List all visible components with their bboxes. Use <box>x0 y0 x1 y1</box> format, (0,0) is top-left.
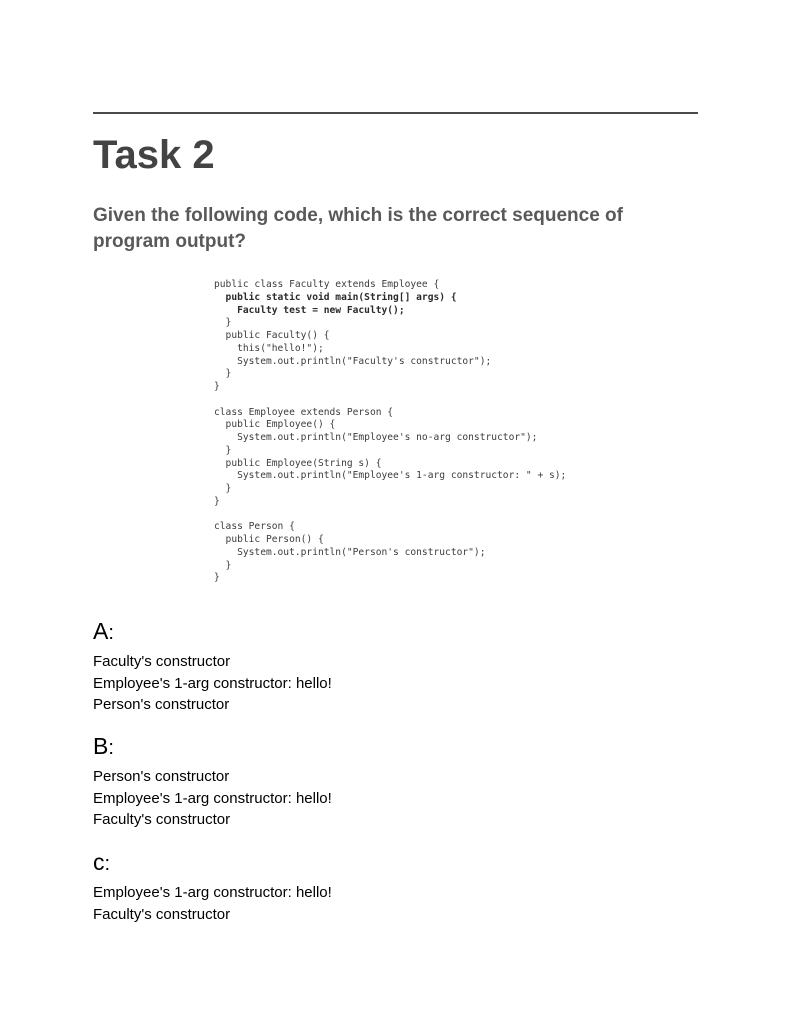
option-a-line: Person's constructor <box>93 696 230 713</box>
code-line: System.out.println("Faculty's constructor"); <box>214 355 492 367</box>
option-b <box>93 733 332 831</box>
option-c-heading <box>93 849 332 877</box>
code-line: public static void main(String[] args) { <box>214 291 457 303</box>
code-line: } <box>214 495 220 507</box>
code-line: } <box>214 368 232 380</box>
code-line: public Person() { <box>214 534 324 545</box>
option-c-lines <box>93 882 332 925</box>
code-line: this("hello!"); <box>214 342 324 354</box>
code-line: class Employee extends Person { <box>214 406 394 418</box>
code-line: } <box>214 483 232 494</box>
option-b-heading <box>93 733 332 761</box>
code-line: public Faculty() { <box>214 330 330 341</box>
option-c-line: Faculty's constructor <box>93 905 231 923</box>
code-line: } <box>214 444 232 456</box>
code-line: } <box>214 572 220 584</box>
option-b-line: Employee's 1-arg constructor: hello! <box>93 789 332 807</box>
option-a-line: Faculty's constructor <box>93 653 231 670</box>
code-line <box>214 509 566 522</box>
option-b-line: Faculty's constructor <box>93 811 231 828</box>
code-line: class Person { <box>214 521 295 533</box>
option-a <box>93 618 332 716</box>
option-c-line: Employee's 1-arg constructor: hello! <box>93 884 332 901</box>
option-c-label: c <box>93 849 105 875</box>
question-text: Given the following code, which is the correct sequence of program output? <box>93 205 623 252</box>
option-a-lines <box>93 651 332 716</box>
option-b-lines <box>93 766 332 831</box>
option-a-label: A <box>93 618 109 644</box>
code-line: public Employee(String s) { <box>214 457 382 469</box>
option-b-line: Person's constructor <box>93 768 230 785</box>
code-line: public Employee() { <box>214 419 336 431</box>
option-a-colon: : <box>108 622 114 644</box>
code-snippet <box>214 279 566 585</box>
code-line: System.out.println("Employee's 1-arg constructor: " + s); <box>214 470 567 482</box>
option-a-line: Employee's 1-arg constructor: hello! <box>93 674 332 692</box>
code-line <box>214 394 566 407</box>
code-line: System.out.println("Person's constructor"); <box>214 546 486 558</box>
code-line: Faculty test = new Faculty(); <box>214 304 405 316</box>
code-line: } <box>214 381 220 392</box>
horizontal-rule <box>93 112 698 114</box>
code-line: } <box>214 317 232 329</box>
option-b-colon: : <box>108 737 114 759</box>
option-c-colon: : <box>104 853 111 875</box>
option-b-label: B <box>93 733 109 759</box>
code-line: System.out.println("Employee's no-arg constructor"); <box>214 432 538 443</box>
option-c <box>93 849 332 925</box>
task-title: Task 2 <box>93 133 215 177</box>
code-line: public class Faculty extends Employee { <box>214 279 440 290</box>
code-line: } <box>214 559 232 571</box>
option-a-heading <box>93 618 332 646</box>
